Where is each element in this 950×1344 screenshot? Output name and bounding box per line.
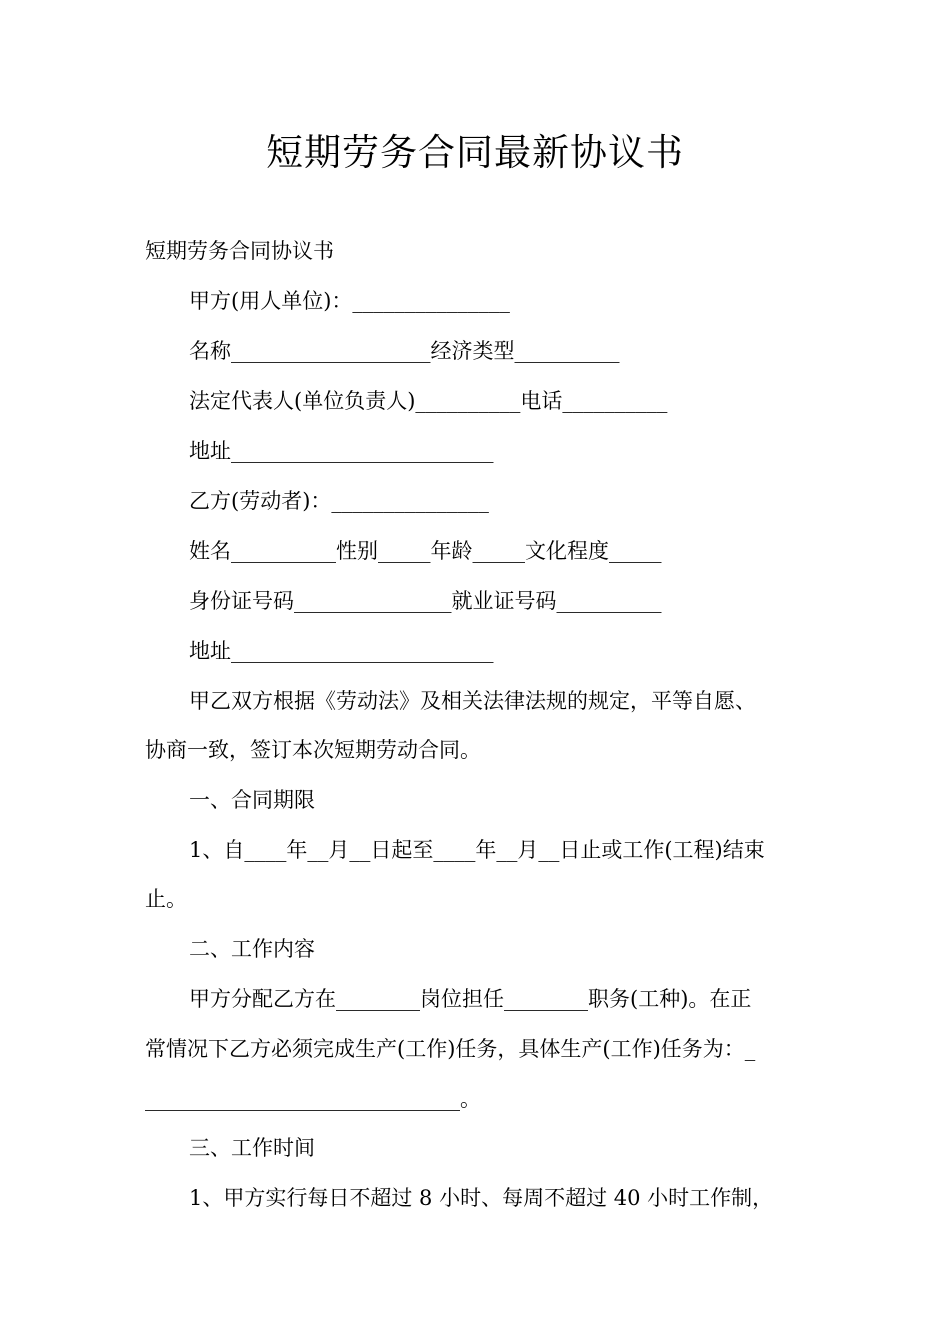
term-clause-line-1: 1、自____年__月__日起至____年__月__日止或工作(工程)结束 bbox=[189, 838, 765, 862]
term-clause-line-2: 止。 bbox=[145, 887, 187, 911]
preamble-line-1: 甲乙双方根据《劳动法》及相关法律法规的规定，平等自愿、 bbox=[189, 689, 756, 713]
party-b-id-line: 身份证号码_______________就业证号码__________ bbox=[189, 589, 662, 613]
content-clause-line-2: 常情况下乙方必须完成生产(工作)任务，具体生产(工作)任务为：_ bbox=[145, 1037, 756, 1061]
party-b-address-line: 地址_________________________ bbox=[189, 639, 494, 663]
document-title: 短期劳务合同最新协议书 bbox=[266, 131, 684, 174]
party-b-line: 乙方(劳动者)：_______________ bbox=[189, 489, 489, 513]
party-a-representative-line: 法定代表人(单位负责人)__________电话__________ bbox=[189, 389, 668, 413]
hours-clause-line-1: 1、甲方实行每日不超过 8 小时、每周不超过 40 小时工作制， bbox=[189, 1186, 774, 1210]
content-clause-line-3: ______________________________。 bbox=[145, 1087, 481, 1111]
subtitle-line: 短期劳务合同协议书 bbox=[145, 239, 334, 263]
party-a-name-line: 名称___________________经济类型__________ bbox=[189, 339, 620, 363]
party-a-address-line: 地址_________________________ bbox=[189, 439, 494, 463]
party-a-line: 甲方(用人单位)：_______________ bbox=[189, 289, 510, 313]
content-clause-line-1: 甲方分配乙方在________岗位担任________职务(工种)。在正 bbox=[189, 987, 752, 1011]
section-heading-hours: 三、工作时间 bbox=[189, 1136, 315, 1160]
section-heading-content: 二、工作内容 bbox=[189, 937, 315, 961]
preamble-line-2: 协商一致，签订本次短期劳动合同。 bbox=[145, 738, 481, 762]
section-heading-term: 一、合同期限 bbox=[189, 788, 315, 812]
party-b-info-line: 姓名__________性别_____年龄_____文化程度_____ bbox=[189, 539, 662, 563]
